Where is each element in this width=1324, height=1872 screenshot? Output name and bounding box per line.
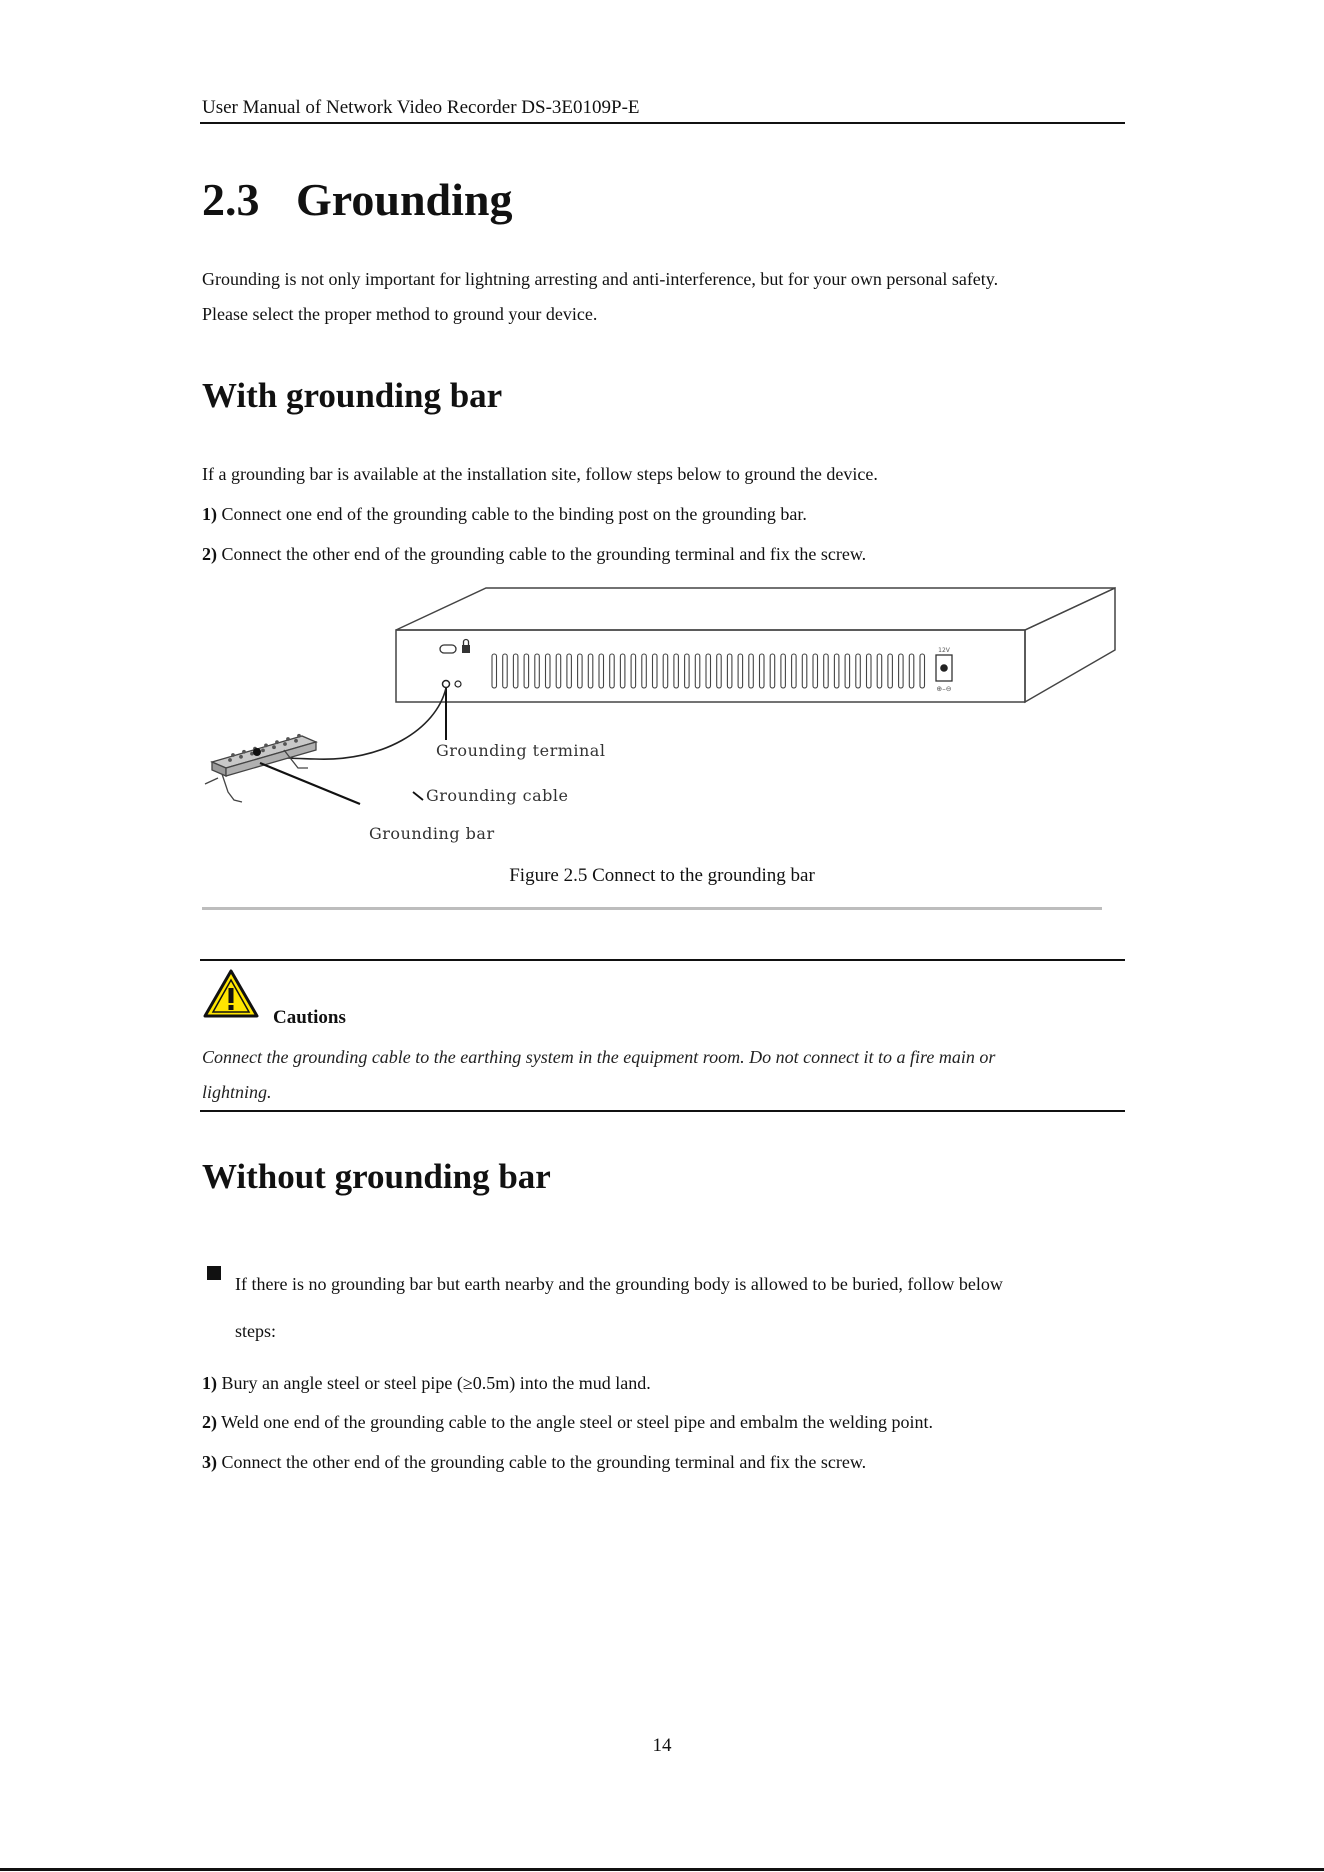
label-grounding-bar: Grounding bar [369,824,495,843]
vent-slot [642,654,647,688]
vent-slot [513,654,518,688]
grounding-bar-icon [205,736,316,802]
step-text: Weld one end of the grounding cable to the angle steel or steel pipe and embalm the welding point. [217,1412,934,1432]
bullet-square [207,1266,221,1280]
binding-post-icon [253,748,261,756]
caution-line-1: Connect the grounding cable to the earthing system in the equipment room. Do not connect it to a fire main or [202,1047,996,1067]
bullet-line-1: If there is no grounding bar but earth nearby and the grounding body is allowed to be buried, follow below [235,1274,1003,1294]
step-text: Connect one end of the grounding cable to the binding post on the grounding bar. [217,504,807,524]
page-bottom-edge [0,1868,1324,1871]
figure-caption: Figure 2.5 Connect to the grounding bar [509,865,815,886]
bar-bolt [286,737,290,741]
bar-bolt [239,755,243,759]
page-number: 14 [652,1735,672,1756]
bar-bolt [283,742,287,746]
vent-slot [706,654,711,688]
grounding-figure [200,580,1120,870]
bar-bolt [297,734,301,738]
with-bar-step-2 [202,542,866,566]
caution-top-rule [200,959,1125,961]
vent-slot [888,654,893,688]
vent-slot [738,654,743,688]
vent-slot [792,654,797,688]
vent-slot [909,654,914,688]
bar-bolt [275,740,279,744]
vent-slot [588,654,593,688]
vent-slot [877,654,882,688]
cable-leader [413,792,423,800]
section-title: Grounding [296,174,513,225]
lock-icon [462,645,470,653]
step-number: 1) [202,1373,217,1393]
with-bar-step-1 [202,502,807,526]
intro-line-1: Grounding is not only important for lightning arresting and anti-interference, but for your own personal safety. [202,269,999,289]
vent-slot [899,654,904,688]
without-bar-step-2 [202,1410,933,1434]
vent-slot [717,654,722,688]
vent-slot [727,654,732,688]
bar-bolt [294,739,298,743]
vent-slot [685,654,690,688]
bar-leader [260,763,360,804]
bar-bolt [228,758,232,762]
vent-slot [845,654,850,688]
step-number: 2) [202,1412,217,1432]
label-grounding-terminal: Grounding terminal [436,741,606,760]
vent-slot [920,654,925,688]
vent-slot [653,654,658,688]
caution-title: Cautions [273,1007,346,1028]
step-number: 2) [202,544,217,564]
vent-slot [695,654,700,688]
vent-slot [834,654,839,688]
with-bar-intro: If a grounding bar is available at the installation site, follow steps below to ground the device. [202,464,878,484]
vent-slot [674,654,679,688]
bar-bolt [272,745,276,749]
without-bar-step-1 [202,1371,651,1395]
step-number: 1) [202,504,217,524]
intro-line-2: Please select the proper method to ground your device. [202,304,598,324]
vent-slot [492,654,497,688]
vent-slot [599,654,604,688]
vent-slot [781,654,786,688]
vent-slot [856,654,861,688]
vent-slot [824,654,829,688]
vent-slot [610,654,615,688]
header-rule [200,122,1125,124]
nvr-device [396,588,1115,702]
step-text: Connect the other end of the grounding cable to the grounding terminal and fix the screw. [217,544,867,564]
vent-slot [867,654,872,688]
bar-bolt [264,744,268,748]
ventilation-slots [492,654,925,688]
caution-line-2: lightning. [202,1082,272,1102]
bullet-line-2: steps: [235,1321,277,1341]
section-heading [202,170,512,230]
without-bar-heading: Without grounding bar [202,1157,551,1196]
vent-slot [556,654,561,688]
power-label: 12V [938,647,950,654]
step-number: 3) [202,1452,217,1472]
ground-symbol-icon [455,681,461,687]
vent-slot [663,654,668,688]
vent-slot [802,654,807,688]
bar-bolt [231,753,235,757]
vent-slot [749,654,754,688]
warning-icon [202,968,260,1020]
step-text: Bury an angle steel or steel pipe (≥0.5m) into the mud land. [217,1373,651,1393]
vent-slot [631,654,636,688]
caution-bottom-rule [200,1110,1125,1112]
with-bar-heading: With grounding bar [202,376,503,415]
bar-bolt [261,749,265,753]
vent-slot [578,654,583,688]
vent-slot [813,654,818,688]
vent-slot [567,654,572,688]
label-grounding-cable: Grounding cable [426,786,569,805]
without-bar-step-3 [202,1450,866,1474]
vent-slot [524,654,529,688]
vent-slot [760,654,765,688]
vent-slot [620,654,625,688]
switch-icon [440,645,456,653]
bar-bolt [242,750,246,754]
figure-bottom-rule [202,907,1102,910]
vent-slot [546,654,551,688]
vent-slot [535,654,540,688]
polarity-label: ⊕–⊖ [936,685,952,693]
running-header: User Manual of Network Video Recorder DS-3E0109P-E [202,97,640,118]
section-number: 2.3 [202,174,260,225]
grounding-terminal-icon [443,681,450,688]
vent-slot [770,654,775,688]
step-text: Connect the other end of the grounding cable to the grounding terminal and fix the screw. [217,1452,867,1472]
vent-slot [503,654,508,688]
